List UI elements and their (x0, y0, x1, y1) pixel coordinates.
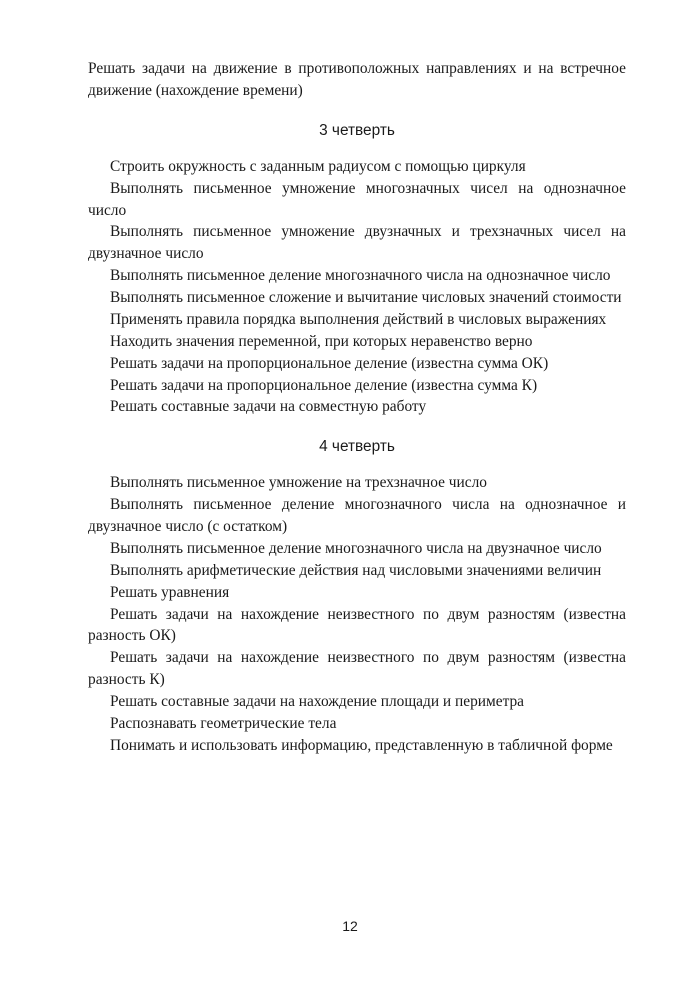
paragraph: Решать составные задачи на совместную работу (110, 398, 427, 416)
paragraph: Понимать и использовать информацию, представленную в табличной форме (110, 736, 613, 754)
section-heading-q4: 4 четверть (319, 438, 395, 456)
paragraph: Выполнять письменное умножение многозначных чисел на однозначное число (88, 179, 626, 219)
spacer (88, 140, 626, 156)
spacer (88, 456, 626, 472)
paragraph: Выполнять письменное деление многозначного числа на однозначное и двузначное число (с остатком) (88, 496, 626, 535)
paragraph: Выполнять письменное умножение на трехзначное число (110, 474, 487, 492)
paragraph: Распознавать геометрические тела (110, 714, 337, 732)
page-number: 12 (342, 918, 358, 934)
spacer (88, 102, 626, 122)
spacer (88, 418, 626, 438)
paragraph: Выполнять письменное деление многозначного числа на двузначное число (110, 539, 602, 557)
paragraph: Решать составные задачи на нахождение площади и периметра (110, 693, 525, 710)
paragraph: Решать задачи на пропорциональное деление (известна сумма ОК) (110, 354, 549, 372)
paragraph: Применять правила порядка выполнения действий в числовых выражениях (110, 310, 607, 328)
page-content (88, 58, 626, 757)
paragraph: Строить окружность с заданным радиусом с помощью циркуля (110, 157, 526, 175)
paragraph: Находить значения переменной, при которых неравенство верно (110, 332, 533, 350)
paragraph: Выполнять арифметические действия над числовыми значениями величин (110, 561, 602, 579)
paragraph: Решать задачи на движение в противоположных направлениях и на встречное движение (нахождение времени) (88, 60, 626, 99)
paragraph: Выполнять письменное умножение двузначных и трехзначных чисел на двузначное число (88, 223, 626, 263)
paragraph: Решать задачи на пропорциональное деление (известна сумма К) (110, 376, 538, 394)
paragraph: Выполнять письменное деление многозначного числа на однозначное число (110, 267, 611, 285)
paragraph: Выполнять письменное сложение и вычитание числовых значений стоимости (110, 289, 622, 306)
paragraph: Решать задачи на нахождение неизвестного по двум разностям (известна разность К) (88, 649, 626, 689)
paragraph: Решать уравнения (110, 583, 230, 601)
paragraph: Решать задачи на нахождение неизвестного по двум разностям (известна разность ОК) (88, 605, 626, 645)
section-heading-q3: 3 четверть (319, 121, 395, 139)
